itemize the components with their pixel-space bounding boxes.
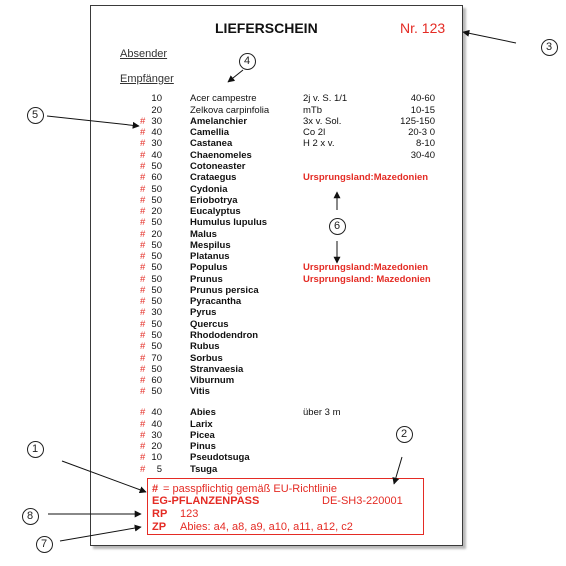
plant-name: Camellia — [190, 127, 230, 139]
callout-1: 1 — [27, 441, 44, 458]
plant-name: Prunus persica — [190, 284, 259, 296]
passport-mark: # — [140, 138, 146, 150]
specification: Co 2l — [303, 127, 326, 139]
specification: über 3 m — [303, 407, 341, 419]
plant-name: Eucalyptus — [190, 206, 241, 218]
passport-mark: # — [140, 183, 146, 195]
plant-row — [0, 127, 566, 138]
recipient-label: Empfänger — [120, 73, 174, 85]
origin-note: Ursprungsland:Mazedonien — [303, 262, 429, 274]
passport-mark: # — [140, 194, 146, 206]
plant-row — [0, 229, 566, 240]
plant-row — [0, 240, 566, 251]
quantity: 50 — [151, 284, 162, 296]
plant-row — [0, 330, 566, 341]
passport-mark: # — [140, 307, 146, 319]
passport-mark: # — [140, 284, 146, 296]
passport-mark: # — [140, 441, 146, 453]
plant-row — [0, 116, 566, 127]
passport-mark: # — [140, 318, 146, 330]
sender-label: Absender — [120, 48, 168, 60]
quantity: 70 — [151, 352, 162, 364]
plant-row — [0, 341, 566, 352]
quantity: 40 — [151, 418, 162, 430]
quantity: 50 — [151, 341, 162, 353]
plant-row — [0, 285, 566, 296]
conifer-list — [0, 407, 566, 475]
plant-name: Abies — [190, 407, 216, 419]
quantity: 40 — [151, 407, 162, 419]
specification: H 2 x v. — [303, 138, 335, 150]
plant-name: Humulus lupulus — [190, 217, 268, 229]
rp-label: RP — [152, 508, 168, 520]
passport-mark: # — [140, 239, 146, 251]
plant-name: Malus — [190, 228, 217, 240]
plant-name: Platanus — [190, 251, 230, 263]
quantity: 50 — [151, 217, 162, 229]
size-range: 10-15 — [410, 104, 435, 116]
passport-mark: # — [140, 296, 146, 308]
callout-7: 7 — [36, 536, 53, 553]
quantity: 50 — [151, 160, 162, 172]
passport-mark: # — [140, 149, 146, 161]
conifer-row — [0, 452, 566, 463]
quantity: 50 — [151, 363, 162, 375]
plant-row — [0, 251, 566, 262]
size-range: 125-150 — [400, 115, 435, 127]
callout-3: 3 — [541, 39, 558, 56]
plant-name: Larix — [190, 418, 213, 430]
plant-row — [0, 138, 566, 149]
plant-name: Vitis — [190, 386, 210, 398]
plant-name: Chaenomeles — [190, 149, 252, 161]
quantity: 60 — [151, 375, 162, 387]
quantity: 50 — [151, 239, 162, 251]
plant-row — [0, 386, 566, 397]
quantity: 50 — [151, 296, 162, 308]
passport-mark: # — [140, 217, 146, 229]
passport-mark: # — [140, 418, 146, 430]
callout-5: 5 — [27, 107, 44, 124]
quantity: 40 — [151, 127, 162, 139]
passport-mark: # — [140, 341, 146, 353]
plant-name: Crataegus — [190, 172, 237, 184]
plant-name: Amelanchier — [190, 115, 248, 127]
passport-mark: # — [140, 363, 146, 375]
passport-mark: # — [140, 329, 146, 341]
passport-mark: # — [140, 463, 146, 475]
quantity: 30 — [151, 429, 162, 441]
plant-name: Pinus — [190, 441, 216, 453]
plant-name: Stranvaesia — [190, 363, 244, 375]
quantity: 20 — [151, 104, 162, 116]
conifer-row — [0, 464, 566, 475]
quantity: 50 — [151, 318, 162, 330]
plant-name: Prunus — [190, 273, 223, 285]
plant-row — [0, 93, 566, 104]
plant-row — [0, 375, 566, 386]
passport-mark: # — [140, 429, 146, 441]
passport-mark: # — [140, 452, 146, 464]
plant-name: Tsuga — [190, 463, 218, 475]
conifer-row — [0, 407, 566, 418]
passport-title: EG-PFLANZENPASS — [152, 495, 260, 507]
passport-mark: # — [140, 273, 146, 285]
plant-row — [0, 184, 566, 195]
passport-mark: # — [140, 115, 146, 127]
zp-value: Abies: a4, a8, a9, a10, a11, a12, c2 — [180, 521, 353, 533]
quantity: 50 — [151, 251, 162, 263]
plant-name: Rhododendron — [190, 329, 259, 341]
quantity: 50 — [151, 386, 162, 398]
plant-row — [0, 105, 566, 116]
plant-passport-box — [147, 478, 424, 535]
quantity: 50 — [151, 183, 162, 195]
quantity: 60 — [151, 172, 162, 184]
plant-name: Pyrus — [190, 307, 217, 319]
callout-6: 6 — [329, 218, 346, 235]
plant-name: Cotoneaster — [190, 160, 246, 172]
origin-note: Ursprungsland: Mazedonien — [303, 273, 431, 285]
quantity: 20 — [151, 206, 162, 218]
plant-name: Pseudotsuga — [190, 452, 250, 464]
passport-mark: # — [140, 375, 146, 387]
specification: 2j v. S. 1/1 — [303, 93, 348, 105]
passport-mark: # — [140, 127, 146, 139]
passport-mark: # — [140, 251, 146, 263]
document-number: Nr. 123 — [400, 20, 446, 36]
rp-value: 123 — [180, 508, 199, 520]
plant-row — [0, 262, 566, 273]
quantity: 30 — [151, 138, 162, 150]
passport-code: DE-SH3-220001 — [322, 495, 403, 507]
plant-name: Picea — [190, 429, 215, 441]
plant-name: Sorbus — [190, 352, 223, 364]
quantity: 20 — [151, 441, 162, 453]
passport-mark: # — [140, 206, 146, 218]
passport-mark: # — [140, 352, 146, 364]
passport-mark: # — [140, 160, 146, 172]
plant-name: Viburnum — [190, 375, 235, 387]
quantity: 50 — [151, 329, 162, 341]
document-title: LIEFERSCHEIN — [215, 20, 318, 36]
passport-mark: # — [140, 172, 146, 184]
plant-name: Pyracantha — [190, 296, 242, 308]
plant-row — [0, 150, 566, 161]
plant-name: Zelkova carpinfolia — [190, 104, 270, 116]
quantity: 10 — [151, 93, 162, 105]
quantity: 20 — [151, 228, 162, 240]
quantity: 5 — [156, 463, 162, 475]
plant-row — [0, 307, 566, 318]
plant-row — [0, 274, 566, 285]
passport-mark: # — [140, 228, 146, 240]
origin-note: Ursprungsland:Mazedonien — [303, 172, 429, 184]
plant-row — [0, 296, 566, 307]
callout-2: 2 — [396, 426, 413, 443]
plant-row — [0, 161, 566, 172]
callout-arrow-3 — [463, 32, 516, 43]
plant-name: Rubus — [190, 341, 220, 353]
plant-name: Mespilus — [190, 239, 231, 251]
specification: 3x v. Sol. — [303, 115, 342, 127]
quantity: 50 — [151, 194, 162, 206]
plant-row — [0, 364, 566, 375]
quantity: 50 — [151, 273, 162, 285]
conifer-row — [0, 430, 566, 441]
passport-mark: # — [140, 262, 146, 274]
plant-name: Eriobotrya — [190, 194, 238, 206]
size-range: 40-60 — [410, 93, 435, 105]
plant-name: Cydonia — [190, 183, 228, 195]
plant-row — [0, 195, 566, 206]
size-range: 20-3 0 — [408, 127, 435, 139]
zp-label: ZP — [152, 521, 167, 533]
plant-row — [0, 353, 566, 364]
plant-row — [0, 206, 566, 217]
quantity: 30 — [151, 307, 162, 319]
plant-list — [0, 93, 566, 397]
specification: mTb — [303, 104, 322, 116]
plant-name: Populus — [190, 262, 228, 274]
conifer-row — [0, 419, 566, 430]
callout-8: 8 — [22, 508, 39, 525]
quantity: 50 — [151, 262, 162, 274]
plant-row — [0, 172, 566, 183]
passport-legend-text: = passpflichtig gemäß EU-Richtlinie — [163, 483, 337, 495]
size-range: 30-40 — [410, 149, 435, 161]
plant-name: Acer campestre — [190, 93, 257, 105]
passport-legend-mark: # — [152, 483, 159, 495]
plant-name: Castanea — [190, 138, 233, 150]
passport-mark: # — [140, 386, 146, 398]
conifer-row — [0, 441, 566, 452]
quantity: 30 — [151, 115, 162, 127]
callout-4: 4 — [239, 53, 256, 70]
plant-row — [0, 217, 566, 228]
size-range: 8-10 — [415, 138, 435, 150]
quantity: 10 — [151, 452, 162, 464]
passport-mark: # — [140, 407, 146, 419]
plant-row — [0, 319, 566, 330]
plant-name: Quercus — [190, 318, 229, 330]
quantity: 40 — [151, 149, 162, 161]
